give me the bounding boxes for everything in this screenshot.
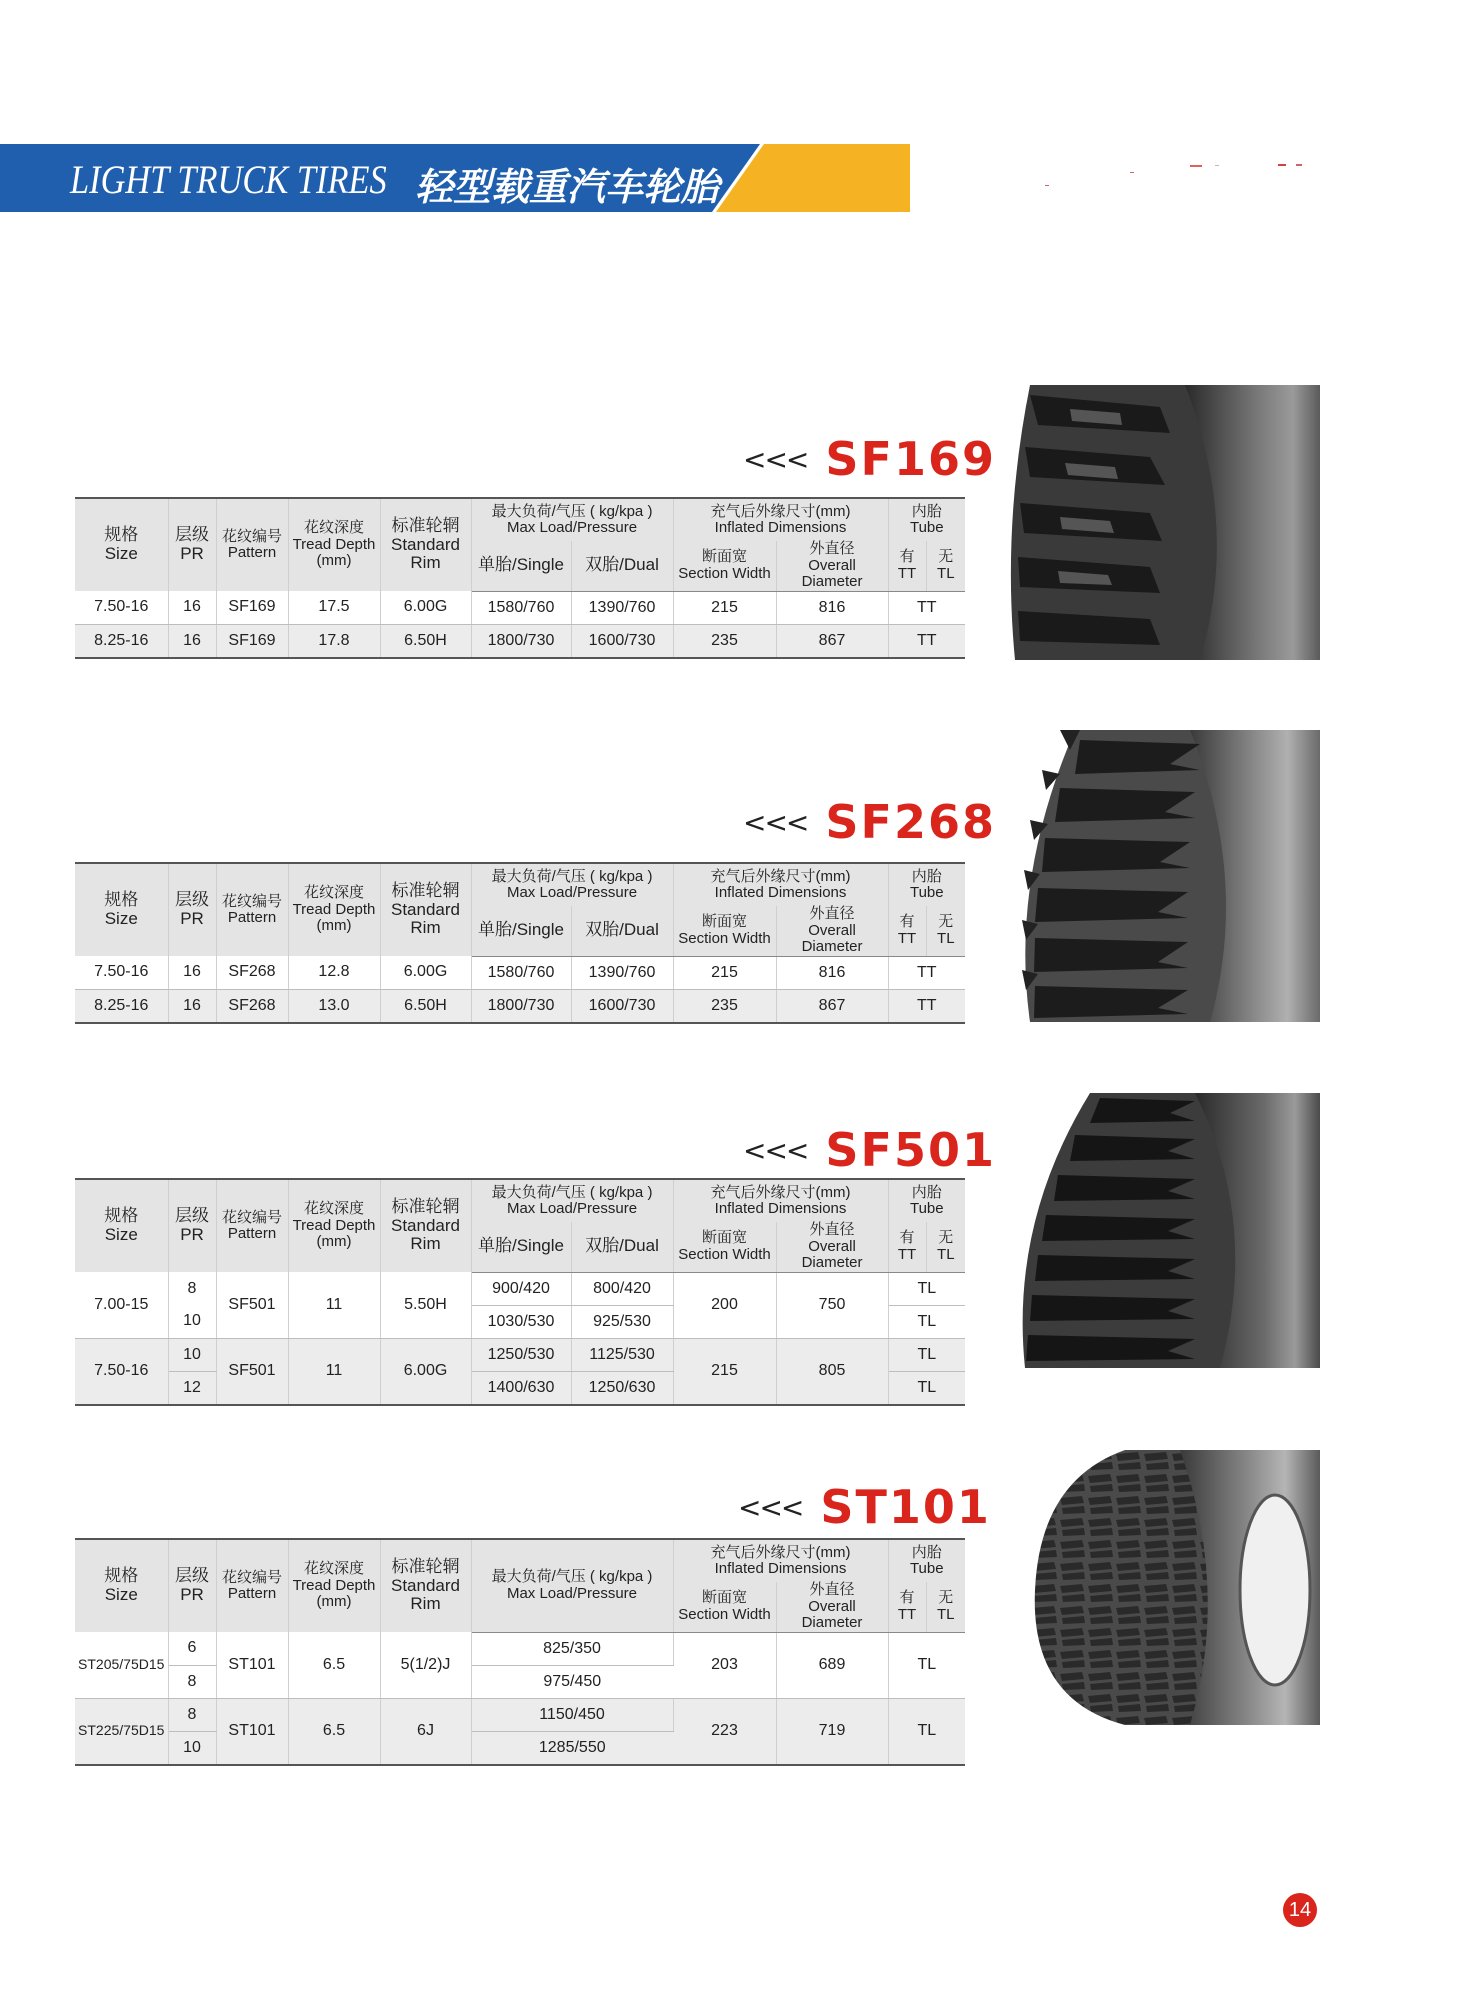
cell-pattern: ST101 — [216, 1698, 288, 1765]
col-pr: 层级 PR — [168, 863, 216, 956]
spec-table-sf268 — [75, 862, 965, 1024]
product-title-sf501 — [743, 1123, 996, 1177]
table-row — [75, 989, 965, 1023]
cell-rim: 6.00G — [380, 1338, 471, 1405]
cell-section-width: 235 — [673, 989, 776, 1023]
cell-section-width: 215 — [673, 1338, 776, 1405]
col-tl: 无 TL — [926, 906, 965, 956]
chevron-left-icon: <<< — [743, 805, 808, 839]
chevron-left-icon: <<< — [743, 442, 808, 476]
col-pattern: 花纹编号 Pattern — [216, 1539, 288, 1632]
cell-load: 975/450 — [471, 1665, 673, 1698]
col-rim: 标准轮辋 Standard Rim — [380, 863, 471, 956]
col-section-width: 断面宽 Section Width — [673, 541, 776, 591]
cell-single: 1580/760 — [471, 591, 571, 624]
product-name: SF268 — [825, 795, 996, 849]
cell-section-width: 235 — [673, 624, 776, 658]
cell-size: 7.50-16 — [75, 956, 168, 989]
tire-image-st101 — [1030, 1450, 1320, 1725]
product-name: ST101 — [820, 1480, 991, 1534]
cell-rim: 5(1/2)J — [380, 1632, 471, 1698]
cell-tube: TL — [888, 1272, 965, 1305]
col-dim: 充气后外缘尺寸(mm) Inflated Dimensions — [673, 498, 888, 541]
col-overall-diameter: 外直径 Overall Diameter — [776, 1582, 888, 1632]
col-pattern: 花纹编号 Pattern — [216, 1179, 288, 1272]
cell-tube: TL — [888, 1305, 965, 1338]
col-rim: 标准轮辋 Standard Rim — [380, 1179, 471, 1272]
cell-size: 8.25-16 — [75, 624, 168, 658]
col-section-width: 断面宽 Section Width — [673, 906, 776, 956]
col-pr: 层级 PR — [168, 1539, 216, 1632]
cell-dual: 1390/760 — [571, 956, 673, 989]
col-tl: 无 TL — [926, 1582, 965, 1632]
cell-pr: 8 — [168, 1272, 216, 1305]
cell-tube: TT — [888, 989, 965, 1023]
cell-tread: 12.8 — [288, 956, 380, 989]
cell-load: 1150/450 — [471, 1698, 673, 1731]
col-rim: 标准轮辋 Standard Rim — [380, 498, 471, 591]
cell-load: 1285/550 — [471, 1731, 673, 1765]
cell-pr: 16 — [168, 591, 216, 624]
tire-image-sf169 — [1010, 385, 1320, 660]
col-dual: 双胎/Dual — [571, 906, 673, 956]
spec-table-sf169 — [75, 497, 965, 659]
table-row — [75, 1338, 965, 1371]
cell-pr: 16 — [168, 989, 216, 1023]
cell-size: 7.50-16 — [75, 1338, 168, 1405]
cell-tube: TT — [888, 591, 965, 624]
banner-title-zh: 轻型载重汽车轮胎 — [415, 165, 720, 209]
cell-pr: 10 — [168, 1305, 216, 1338]
cell-rim: 6.00G — [380, 591, 471, 624]
product-title-sf169 — [743, 432, 996, 486]
product-title-sf268 — [743, 795, 996, 849]
decorative-specks — [1040, 160, 1310, 190]
cell-size: ST225/75D15 — [75, 1698, 168, 1765]
col-tt: 有 TT — [888, 1582, 926, 1632]
cell-pr: 12 — [168, 1371, 216, 1405]
cell-tread: 17.8 — [288, 624, 380, 658]
cell-pattern: SF268 — [216, 989, 288, 1023]
col-tl: 无 TL — [926, 541, 965, 591]
col-tube: 内胎 Tube — [888, 1179, 965, 1222]
cell-single: 900/420 — [471, 1272, 571, 1305]
cell-dual: 1125/530 — [571, 1338, 673, 1371]
cell-overall-diameter: 816 — [776, 956, 888, 989]
cell-overall-diameter: 816 — [776, 591, 888, 624]
cell-overall-diameter: 689 — [776, 1632, 888, 1698]
cell-section-width: 223 — [673, 1698, 776, 1765]
cell-pattern: SF169 — [216, 624, 288, 658]
col-pattern: 花纹编号 Pattern — [216, 498, 288, 591]
cell-pattern: SF501 — [216, 1338, 288, 1405]
col-size: 规格 Size — [75, 1539, 168, 1632]
col-tube: 内胎 Tube — [888, 1539, 965, 1582]
cell-pr: 10 — [168, 1338, 216, 1371]
cell-dual: 1250/630 — [571, 1371, 673, 1405]
cell-single: 1030/530 — [471, 1305, 571, 1338]
cell-overall-diameter: 867 — [776, 624, 888, 658]
table-row — [75, 1632, 965, 1665]
table-row — [75, 591, 965, 624]
cell-tube: TL — [888, 1371, 965, 1405]
cell-tube: TL — [888, 1338, 965, 1371]
cell-tread: 17.5 — [288, 591, 380, 624]
cell-size: ST205/75D15 — [75, 1632, 168, 1698]
cell-pr: 6 — [168, 1632, 216, 1665]
col-dim: 充气后外缘尺寸(mm) Inflated Dimensions — [673, 1539, 888, 1582]
cell-dual: 1600/730 — [571, 624, 673, 658]
cell-pattern: SF169 — [216, 591, 288, 624]
table-row — [75, 1272, 965, 1305]
table-row — [75, 1698, 965, 1731]
table-row — [75, 624, 965, 658]
col-tread: 花纹深度 Tread Depth (mm) — [288, 498, 380, 591]
col-rim: 标准轮辋 Standard Rim — [380, 1539, 471, 1632]
col-tt: 有 TT — [888, 906, 926, 956]
col-tube: 内胎 Tube — [888, 498, 965, 541]
col-section-width: 断面宽 Section Width — [673, 1582, 776, 1632]
cell-rim: 6.00G — [380, 956, 471, 989]
cell-rim: 5.50H — [380, 1272, 471, 1338]
cell-tube: TL — [888, 1632, 965, 1698]
cell-single: 1250/530 — [471, 1338, 571, 1371]
col-size: 规格 Size — [75, 498, 168, 591]
cell-single: 1400/630 — [471, 1371, 571, 1405]
col-overall-diameter: 外直径 Overall Diameter — [776, 1222, 888, 1272]
cell-load: 825/350 — [471, 1632, 673, 1665]
cell-pr: 8 — [168, 1665, 216, 1698]
cell-section-width: 215 — [673, 956, 776, 989]
cell-rim: 6J — [380, 1698, 471, 1765]
col-load: 最大负荷/气压 ( kg/kpa ) Max Load/Pressure — [471, 498, 673, 541]
cell-single: 1800/730 — [471, 989, 571, 1023]
cell-tread: 11 — [288, 1338, 380, 1405]
col-dual: 双胎/Dual — [571, 1222, 673, 1272]
tire-image-sf268 — [1020, 730, 1320, 1022]
cell-dual: 1600/730 — [571, 989, 673, 1023]
col-tread: 花纹深度 Tread Depth (mm) — [288, 863, 380, 956]
table-row — [75, 956, 965, 989]
col-tt: 有 TT — [888, 1222, 926, 1272]
col-dim: 充气后外缘尺寸(mm) Inflated Dimensions — [673, 1179, 888, 1222]
col-tl: 无 TL — [926, 1222, 965, 1272]
product-name: SF169 — [825, 432, 996, 486]
col-pattern: 花纹编号 Pattern — [216, 863, 288, 956]
cell-overall-diameter: 867 — [776, 989, 888, 1023]
cell-pattern: SF268 — [216, 956, 288, 989]
product-name: SF501 — [825, 1123, 996, 1177]
cell-tread: 6.5 — [288, 1698, 380, 1765]
col-single: 单胎/Single — [471, 1222, 571, 1272]
col-overall-diameter: 外直径 Overall Diameter — [776, 906, 888, 956]
cell-pattern: SF501 — [216, 1272, 288, 1338]
col-dual: 双胎/Dual — [571, 541, 673, 591]
header-banner — [0, 144, 910, 212]
cell-tube: TL — [888, 1698, 965, 1765]
col-load: 最大负荷/气压 ( kg/kpa ) Max Load/Pressure — [471, 1179, 673, 1222]
col-load: 最大负荷/气压 ( kg/kpa ) Max Load/Pressure — [471, 863, 673, 906]
col-size: 规格 Size — [75, 863, 168, 956]
col-dim: 充气后外缘尺寸(mm) Inflated Dimensions — [673, 863, 888, 906]
spec-table-sf501 — [75, 1178, 965, 1406]
cell-tread: 6.5 — [288, 1632, 380, 1698]
cell-pr: 10 — [168, 1731, 216, 1765]
cell-tread: 13.0 — [288, 989, 380, 1023]
spec-table-st101 — [75, 1538, 965, 1766]
product-title-st101 — [738, 1480, 991, 1534]
cell-section-width: 215 — [673, 591, 776, 624]
cell-overall-diameter: 750 — [776, 1272, 888, 1338]
col-single: 单胎/Single — [471, 541, 571, 591]
cell-overall-diameter: 719 — [776, 1698, 888, 1765]
cell-tread: 11 — [288, 1272, 380, 1338]
col-load: 最大负荷/气压 ( kg/kpa ) Max Load/Pressure — [471, 1539, 673, 1632]
cell-pr: 16 — [168, 624, 216, 658]
cell-size: 7.00-15 — [75, 1272, 168, 1338]
chevron-left-icon: <<< — [738, 1490, 803, 1524]
cell-tube: TT — [888, 956, 965, 989]
cell-dual: 800/420 — [571, 1272, 673, 1305]
col-single: 单胎/Single — [471, 906, 571, 956]
col-tt: 有 TT — [888, 541, 926, 591]
col-pr: 层级 PR — [168, 498, 216, 591]
col-tube: 内胎 Tube — [888, 863, 965, 906]
col-tread: 花纹深度 Tread Depth (mm) — [288, 1179, 380, 1272]
col-tread: 花纹深度 Tread Depth (mm) — [288, 1539, 380, 1632]
cell-rim: 6.50H — [380, 989, 471, 1023]
cell-single: 1580/760 — [471, 956, 571, 989]
col-pr: 层级 PR — [168, 1179, 216, 1272]
col-size: 规格 Size — [75, 1179, 168, 1272]
banner-title-en: LIGHT TRUCK TIRES — [70, 157, 387, 202]
cell-section-width: 203 — [673, 1632, 776, 1698]
cell-rim: 6.50H — [380, 624, 471, 658]
chevron-left-icon: <<< — [743, 1133, 808, 1167]
col-section-width: 断面宽 Section Width — [673, 1222, 776, 1272]
cell-single: 1800/730 — [471, 624, 571, 658]
cell-tube: TT — [888, 624, 965, 658]
cell-size: 7.50-16 — [75, 591, 168, 624]
cell-dual: 1390/760 — [571, 591, 673, 624]
cell-overall-diameter: 805 — [776, 1338, 888, 1405]
cell-size: 8.25-16 — [75, 989, 168, 1023]
cell-dual: 925/530 — [571, 1305, 673, 1338]
tire-image-sf501 — [1020, 1093, 1320, 1368]
page-number-badge: 14 — [1283, 1893, 1317, 1927]
cell-section-width: 200 — [673, 1272, 776, 1338]
cell-pr: 16 — [168, 956, 216, 989]
col-overall-diameter: 外直径 Overall Diameter — [776, 541, 888, 591]
cell-pr: 8 — [168, 1698, 216, 1731]
cell-pattern: ST101 — [216, 1632, 288, 1698]
